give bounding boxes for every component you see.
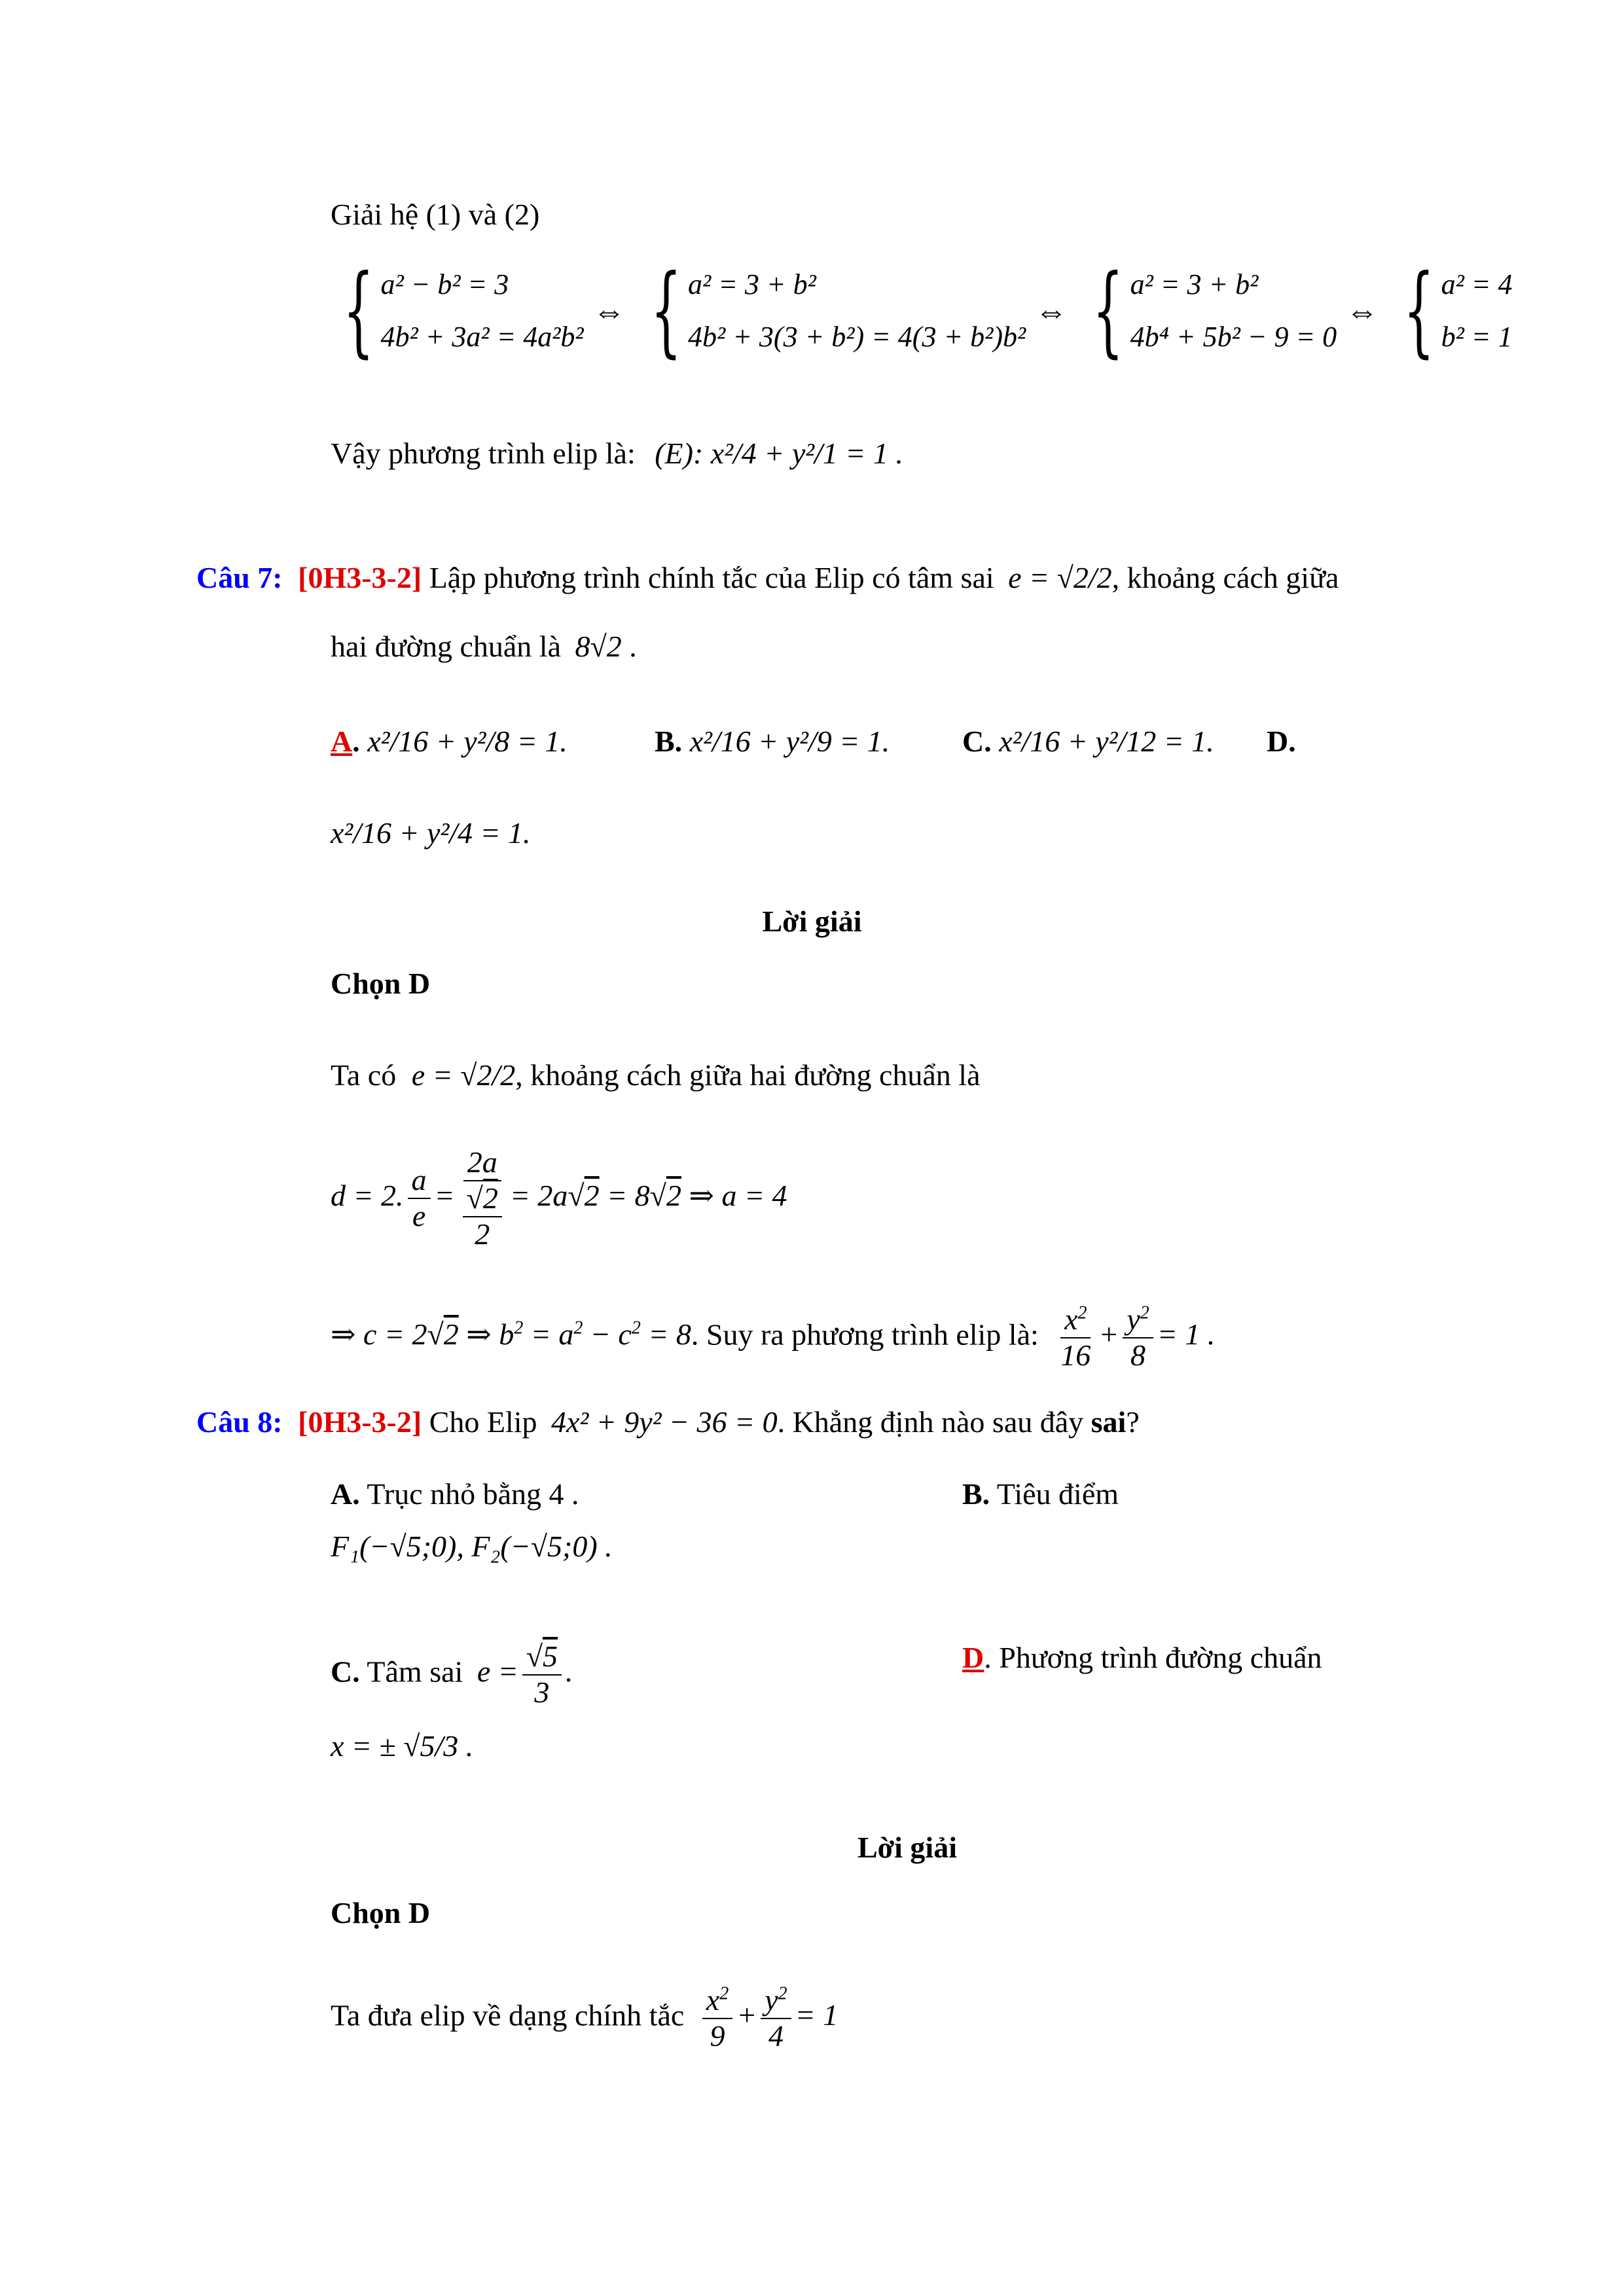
option-8d-text: . Phương trình đường chuẩn <box>984 1641 1322 1674</box>
system-1-row: 4b² + 3a² = 4a²b² <box>380 321 584 353</box>
brace-icon: { <box>1403 254 1435 368</box>
solution-line-2: d = 2. $\frac{a}{e}$ = $\frac{2a}{\frac{√2}{2}}$ = 2a√2 = 8√2 ⇒ a = 4 <box>331 1145 787 1251</box>
system-1-row: a² − b² = 3 <box>380 268 509 300</box>
option-d-expr-line <box>331 815 531 851</box>
equiv-symbol: ⇔ <box>592 293 626 329</box>
question-7-text: hai đường chuẩn là <box>331 630 561 663</box>
question-8-label: Câu 8: <box>196 1405 283 1439</box>
option-d-expr: x²/16 + y²/4 = 1. <box>331 816 531 850</box>
option-8d-directrix: x = ± √5/3 . <box>331 1729 474 1763</box>
question-7-tag: [0H3-3-2] <box>298 561 422 594</box>
option-a-letter: A <box>331 725 353 758</box>
system-4-row: b² = 1 <box>1441 321 1513 353</box>
brace-icon: { <box>650 254 682 368</box>
solution-text: . Suy ra phương trình elip là: <box>691 1318 1039 1352</box>
option-8d-letter: D <box>962 1641 984 1674</box>
eccentricity-value: e = √2/2 <box>1008 561 1112 594</box>
ellipse-conclusion <box>331 435 903 471</box>
conclusion-text: Vậy phương trình elip là: <box>331 437 636 470</box>
question-8-sai: sai <box>1091 1405 1127 1439</box>
question-7-text-cont: , khoảng cách giữa <box>1111 561 1339 594</box>
chosen-answer: Chọn D <box>331 967 431 1000</box>
option-8c-text: Tâm sai <box>367 1655 463 1689</box>
option-8a-letter: A. <box>331 1477 360 1511</box>
system-4-row: a² = 4 <box>1441 268 1513 300</box>
option-a-expr: x²/16 + y²/8 = 1. <box>367 725 568 758</box>
directrix-distance: 8√2 <box>575 630 622 663</box>
question-7-text: Lập phương trình chính tắc của Elip có tâm sai <box>429 561 994 594</box>
question-7-label: Câu 7: <box>196 561 283 594</box>
option-d[interactable] <box>1267 723 1296 759</box>
brace-icon: { <box>1092 254 1124 368</box>
solve-system-text: Giải hệ (1) và (2) <box>331 198 540 231</box>
solution-title: Lời giải <box>762 905 862 938</box>
system-4 <box>1441 259 1513 363</box>
option-c-letter: C. <box>962 725 992 758</box>
option-8c-letter: C. <box>331 1655 360 1689</box>
system-3 <box>1130 259 1337 363</box>
ellipse-equation: 4x² + 9y² − 36 = 0 <box>551 1405 778 1439</box>
equiv-symbol: ⇔ <box>1035 293 1068 329</box>
brace-icon: { <box>342 254 374 368</box>
option-8c[interactable]: C. Tâm sai e = $\frac{√5}{3}$ . <box>331 1640 573 1709</box>
option-8b-letter: B. <box>962 1477 990 1511</box>
conclusion-formula: (E): x²/4 + y²/1 = 1 . <box>655 437 903 470</box>
solution-line-3: ⇒ c = 2√2 ⇒ $b^2 = a^2 - c^2 = 8$. Suy ra phương trình elip là: $\frac{x^2}{16}$ + $\frac{y^2}{8}$ = 1 . <box>331 1302 1216 1372</box>
solution-line-1 <box>331 1057 981 1093</box>
solution-text: Ta đưa elip về dạng chính tắc <box>331 1998 685 2032</box>
option-b-expr: x²/16 + y²/9 = 1. <box>689 725 890 758</box>
solution-text: Ta có <box>331 1058 397 1092</box>
option-d-letter: D. <box>1267 725 1296 758</box>
option-8b-text: Tiêu điểm <box>996 1477 1119 1511</box>
option-b[interactable] <box>655 723 890 759</box>
system-2-row: 4b² + 3(3 + b²) = 4(3 + b²)b² <box>688 321 1026 353</box>
system-2 <box>688 259 1026 363</box>
system-2-row: a² = 3 + b² <box>688 268 816 300</box>
question-8-tag: [0H3-3-2] <box>298 1405 422 1439</box>
solution-text: , khoảng cách giữa hai đường chuẩn là <box>515 1058 981 1092</box>
question-7-stem-line2: hai đường chuẩn là 8√2 . <box>331 630 637 663</box>
solution-line: Ta đưa elip về dạng chính tắc $\frac{x^2}{9}$ + $\frac{y^2}{4}$ = 1 <box>331 1983 839 2053</box>
option-8b-foci: F₁(−√5;0), F₂(−√5;0) . <box>331 1530 613 1563</box>
question-8-stem <box>196 1404 1140 1440</box>
question-8-text: Cho Elip <box>429 1405 537 1439</box>
system-1 <box>380 259 583 363</box>
solution-title: Lời giải <box>857 1831 957 1864</box>
option-a[interactable]: A. x²/16 + y²/8 = 1. <box>331 725 568 758</box>
system-3-row: 4b⁴ + 5b² − 9 = 0 <box>1130 321 1337 353</box>
option-8a-text: Trục nhỏ bằng 4 . <box>367 1477 579 1511</box>
equiv-symbol: ⇔ <box>1346 293 1379 329</box>
question-8-text: . Khẳng định nào sau đây <box>777 1405 1084 1439</box>
question-8-text: ? <box>1126 1405 1140 1439</box>
option-c-expr: x²/16 + y²/12 = 1. <box>999 725 1214 758</box>
chosen-answer: Chọn D <box>331 1896 431 1929</box>
option-8a[interactable] <box>331 1476 579 1512</box>
option-8b[interactable] <box>962 1476 1119 1512</box>
option-8d[interactable] <box>962 1640 1322 1676</box>
eccentricity-value: e = √2/2 <box>411 1058 516 1092</box>
option-b-letter: B. <box>655 725 683 758</box>
question-7-stem <box>196 560 1339 596</box>
system-equivalence-row <box>327 254 1513 368</box>
system-3-row: a² = 3 + b² <box>1130 268 1259 300</box>
option-c[interactable] <box>962 723 1214 759</box>
